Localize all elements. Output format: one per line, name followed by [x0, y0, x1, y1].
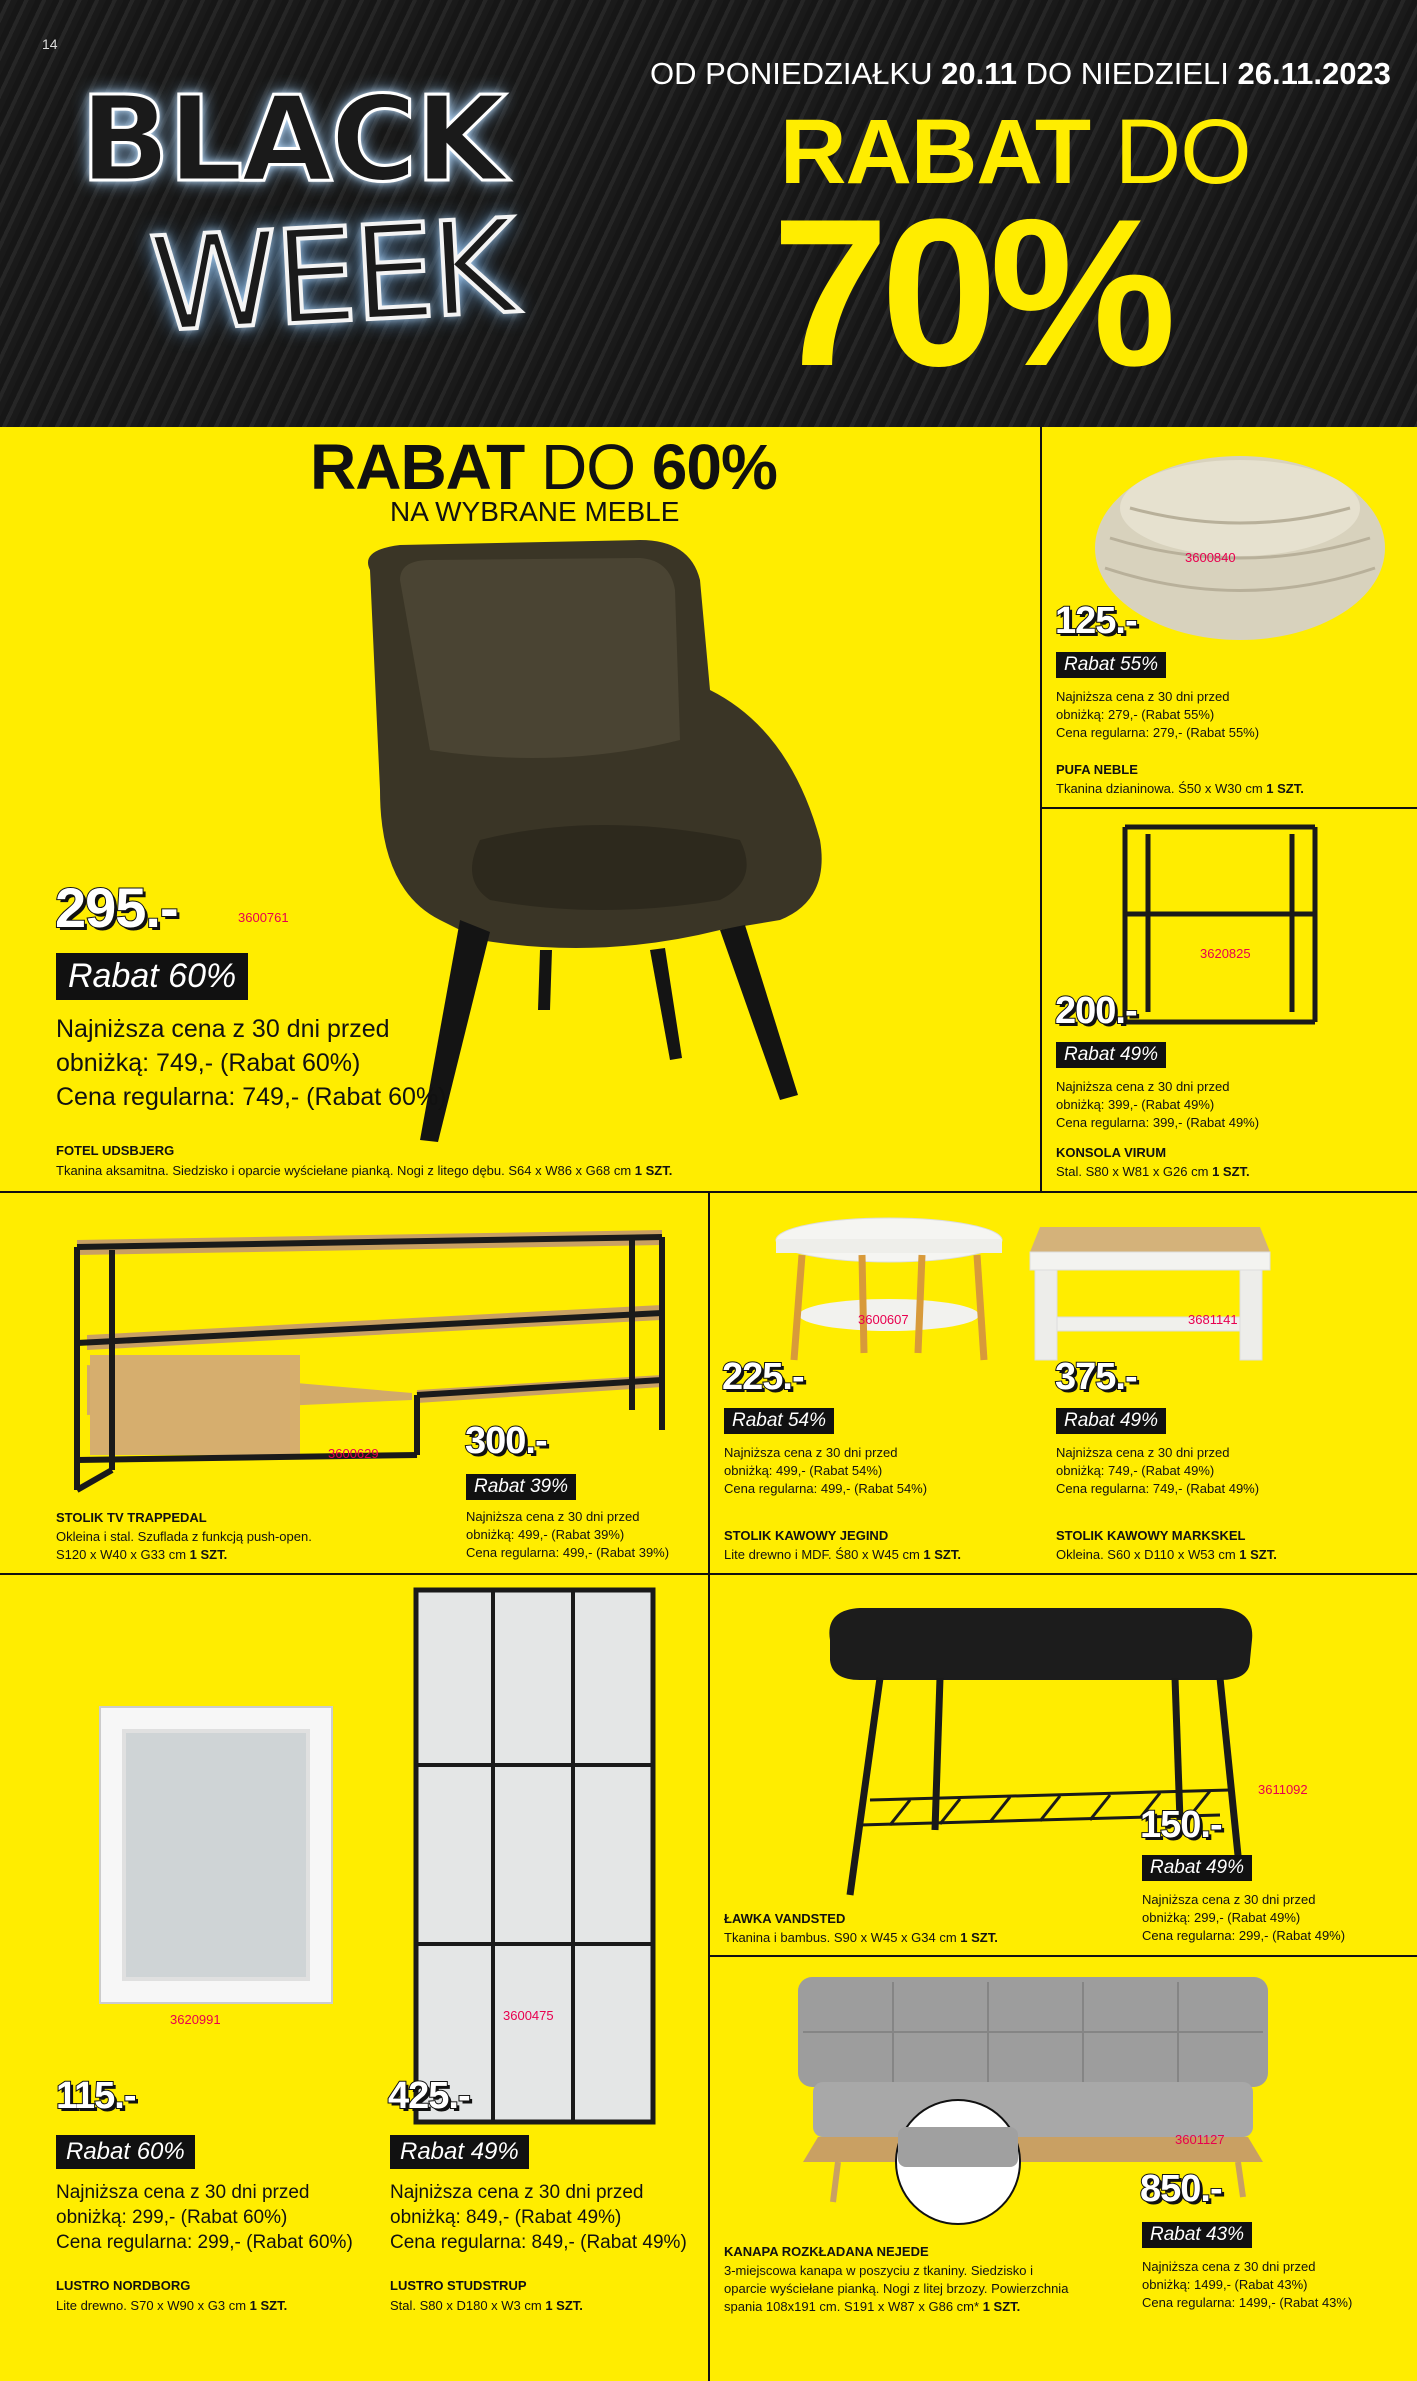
- desc-fotel: Tkanina aksamitna. Siedzisko i oparcie wyściełane pianką. Nogi z litego dębu. S64 x W86 x G68 cm 1 SZT.: [56, 1163, 673, 1178]
- name-fotel: FOTEL UDSBJERG: [56, 1143, 175, 1158]
- desc-konsola: Stal. S80 x W81 x G26 cm 1 SZT.: [1056, 1164, 1250, 1179]
- price-studstrup: 425.-: [388, 2075, 470, 2117]
- header-discount-percent: 70%: [772, 175, 1169, 410]
- divider: [1040, 807, 1417, 809]
- promo-title: RABAT DO 60%: [310, 431, 777, 503]
- price-info-markskel: Najniższa cena z 30 dni przed obniżką: 749,- (Rabat 49%) Cena regularna: 749,- (Rabat 49%): [1056, 1445, 1260, 1496]
- code-jegind: 3600607: [858, 1312, 909, 1327]
- discount-badge-lawka: Rabat 49%: [1142, 1855, 1252, 1881]
- header-rabat-do: RABAT DO: [780, 101, 1251, 203]
- divider: [1040, 427, 1042, 1192]
- price-nordborg: 115.-: [56, 2075, 136, 2117]
- code-lawka: 3611092: [1258, 1782, 1308, 1797]
- code-markskel: 3681141: [1188, 1312, 1238, 1327]
- name-studstrup: LUSTRO STUDSTRUP: [390, 2278, 527, 2293]
- divider: [708, 1191, 710, 2381]
- name-konsola: KONSOLA VIRUM: [1056, 1145, 1167, 1160]
- desc-pufa: Tkanina dzianinowa. Ś50 x W30 cm 1 SZT.: [1056, 781, 1304, 796]
- name-markskel: STOLIK KAWOWY MARKSKEL: [1056, 1528, 1246, 1543]
- divider: [708, 1955, 1417, 1957]
- price-info-fotel: Najniższa cena z 30 dni przed obniżką: 749,- (Rabat 60%) Cena regularna: 749,- (Rabat 60%): [56, 1015, 447, 1111]
- ornate-mirror-image: [98, 1705, 334, 2005]
- console-table-image: [1120, 822, 1320, 1027]
- discount-badge-nordborg: Rabat 60%: [56, 2135, 195, 2169]
- name-nordborg: LUSTRO NORDBORG: [56, 2278, 191, 2293]
- code-konsola: 3620825: [1200, 946, 1251, 961]
- desc-nordborg: Lite drewno. S70 x W90 x G3 cm 1 SZT.: [56, 2298, 288, 2313]
- price-info-nordborg: Najniższa cena z 30 dni przed obniżką: 299,- (Rabat 60%) Cena regularna: 299,- (Rabat 60%): [56, 2182, 353, 2253]
- desc-stolik-tv: Okleina i stal. Szuflada z funkcją push-open. S120 x W40 x G33 cm 1 SZT.: [56, 1529, 312, 1562]
- discount-badge-fotel: Rabat 60%: [56, 953, 248, 1000]
- price-info-stolik-tv: Najniższa cena z 30 dni przed obniżką: 499,- (Rabat 39%) Cena regularna: 499,- (Rabat 39%): [466, 1509, 670, 1560]
- code-kanapa: 3601127: [1175, 2132, 1225, 2147]
- coffee-table-image: [1025, 1222, 1270, 1362]
- code-stolik-tv: 3600629: [328, 1446, 379, 1461]
- price-markskel: 375.-: [1055, 1356, 1137, 1398]
- promo-subtitle: NA WYBRANE MEBLE: [390, 496, 680, 527]
- price-konsola: 200.-: [1055, 990, 1137, 1032]
- code-studstrup: 3600475: [503, 2008, 554, 2023]
- code-pufa: 3600840: [1185, 550, 1236, 565]
- discount-badge-konsola: Rabat 49%: [1056, 1042, 1166, 1068]
- desc-kanapa: 3-miejscowa kanapa w poszyciu z tkaniny. Siedzisko i oparcie wyściełane pianką. Nogi z litej brzozy. Powierzchnia spania 108x191 cm. S191 x W87 x G86 cm* 1 SZT.: [724, 2263, 1069, 2314]
- price-info-lawka: Najniższa cena z 30 dni przed obniżką: 299,- (Rabat 49%) Cena regularna: 299,- (Rabat 49%): [1142, 1892, 1346, 1943]
- black-week-logo-week: WEEK: [146, 190, 516, 362]
- price-jegind: 225.-: [722, 1356, 804, 1398]
- header-banner: [0, 0, 1417, 427]
- discount-badge-stolik-tv: Rabat 39%: [466, 1474, 576, 1500]
- desc-markskel: Okleina. S60 x D110 x W53 cm 1 SZT.: [1056, 1547, 1277, 1562]
- discount-badge-pufa: Rabat 55%: [1056, 652, 1166, 678]
- name-stolik-tv: STOLIK TV TRAPPEDAL: [56, 1510, 207, 1525]
- code-fotel: 3600761: [238, 910, 289, 925]
- promo-dates: OD PONIEDZIAŁKU 20.11 DO NIEDZIELI 26.11.2023: [650, 56, 1391, 91]
- price-lawka: 150.-: [1140, 1804, 1222, 1846]
- price-info-jegind: Najniższa cena z 30 dni przed obniżką: 499,- (Rabat 54%) Cena regularna: 499,- (Rabat 54%): [724, 1445, 928, 1496]
- price-info-konsola: Najniższa cena z 30 dni przed obniżką: 399,- (Rabat 49%) Cena regularna: 399,- (Rabat 49%): [1056, 1079, 1260, 1130]
- price-fotel: 295.-: [55, 876, 178, 939]
- discount-badge-kanapa: Rabat 43%: [1142, 2222, 1252, 2248]
- black-week-logo-black: BLACK: [80, 70, 505, 208]
- price-pufa: 125.-: [1055, 600, 1137, 642]
- price-kanapa: 850.-: [1140, 2168, 1222, 2210]
- name-jegind: STOLIK KAWOWY JEGIND: [724, 1528, 889, 1543]
- price-stolik-tv: 300.-: [465, 1420, 547, 1462]
- price-info-studstrup: Najniższa cena z 30 dni przed obniżką: 849,- (Rabat 49%) Cena regularna: 849,- (Rabat 49%): [390, 2182, 687, 2253]
- price-info-pufa: Najniższa cena z 30 dni przed obniżką: 279,- (Rabat 55%) Cena regularna: 279,- (Rabat 55%): [1056, 689, 1260, 740]
- window-mirror-image: [413, 1587, 656, 2125]
- name-pufa: PUFA NEBLE: [1056, 762, 1138, 777]
- page-number: 14: [42, 36, 58, 52]
- divider: [0, 1573, 1417, 1575]
- discount-badge-jegind: Rabat 54%: [724, 1408, 834, 1434]
- desc-lawka: Tkanina i bambus. S90 x W45 x G34 cm 1 SZT.: [724, 1930, 998, 1945]
- discount-badge-studstrup: Rabat 49%: [390, 2135, 529, 2169]
- round-coffee-table-image: [772, 1215, 1007, 1365]
- name-lawka: ŁAWKA VANDSTED: [724, 1911, 846, 1926]
- price-info-kanapa: Najniższa cena z 30 dni przed obniżką: 1499,- (Rabat 43%) Cena regularna: 1499,- (Rabat 43%): [1142, 2259, 1353, 2310]
- desc-jegind: Lite drewno i MDF. Ś80 x W45 cm 1 SZT.: [724, 1547, 961, 1562]
- name-kanapa: KANAPA ROZKŁADANA NEJEDE: [724, 2244, 929, 2259]
- code-nordborg: 3620991: [170, 2012, 221, 2027]
- discount-badge-markskel: Rabat 49%: [1056, 1408, 1166, 1434]
- desc-studstrup: Stal. S80 x D180 x W3 cm 1 SZT.: [390, 2298, 583, 2313]
